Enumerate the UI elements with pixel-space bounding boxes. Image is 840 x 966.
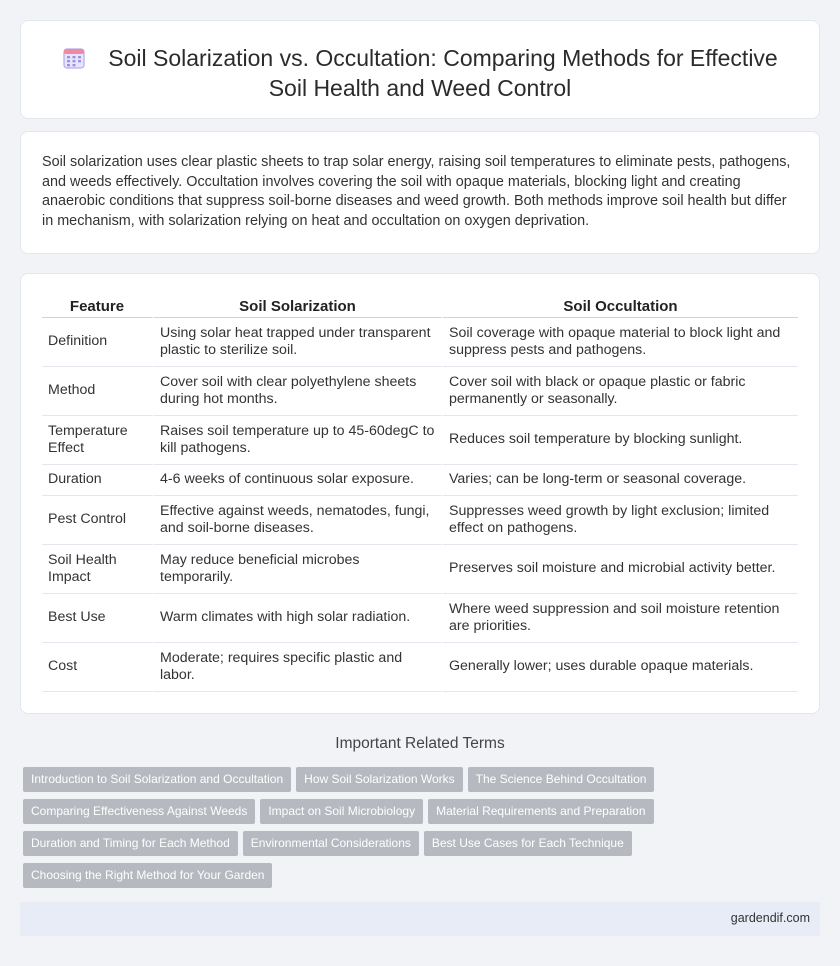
feature-cell: Pest Control xyxy=(42,496,154,545)
occultation-cell: Suppresses weed growth by light exclusion; limited effect on pathogens. xyxy=(443,496,798,545)
solarization-cell: Warm climates with high solar radiation. xyxy=(154,594,443,643)
table-row xyxy=(42,416,798,465)
footer-site-name[interactable]: gardendif.com xyxy=(730,911,810,925)
table-row xyxy=(42,318,798,367)
related-terms-heading: Important Related Terms xyxy=(335,735,505,752)
tag-row xyxy=(23,767,663,799)
related-term-tag[interactable]: How Soil Solarization Works xyxy=(296,767,463,792)
related-term-tag[interactable]: Impact on Soil Microbiology xyxy=(260,799,423,824)
feature-cell: Definition xyxy=(42,318,154,367)
header-feature: Feature xyxy=(42,296,154,318)
table-row xyxy=(42,496,798,545)
solarization-cell: Cover soil with clear polyethylene sheets during hot months. xyxy=(154,367,443,416)
tag-row xyxy=(23,863,663,895)
feature-cell: Duration xyxy=(42,465,154,496)
solarization-cell: Using solar heat trapped under transparent plastic to sterilize soil. xyxy=(154,318,443,367)
feature-cell: Best Use xyxy=(42,594,154,643)
solarization-cell: Raises soil temperature up to 45-60degC to kill pathogens. xyxy=(154,416,443,465)
occultation-cell: Generally lower; uses durable opaque materials. xyxy=(443,643,798,692)
occultation-cell: Varies; can be long-term or seasonal coverage. xyxy=(443,465,798,496)
solarization-cell: 4-6 weeks of continuous solar exposure. xyxy=(154,465,443,496)
tag-row xyxy=(23,831,663,863)
related-term-tag[interactable]: Introduction to Soil Solarization and Occultation xyxy=(23,767,291,792)
occultation-cell: Reduces soil temperature by blocking sunlight. xyxy=(443,416,798,465)
feature-cell: Soil Health Impact xyxy=(42,545,154,594)
intro-paragraph: Soil solarization uses clear plastic sheets to trap solar energy, raising soil temperatures to eliminate pests, pathogens, and weeds effectively. Occultation involves covering the soil with opaque materials, blocking light and creating anaerobic conditions that suppress soil-borne diseases and weed growth. Both methods improve soil health but differ in mechanism, with solarization relying on heat and occultation on oxygen deprivation. xyxy=(42,154,791,229)
solarization-cell: Effective against weeds, nematodes, fungi, and soil-borne diseases. xyxy=(154,496,443,545)
table-row xyxy=(42,643,798,692)
related-term-tag[interactable]: The Science Behind Occultation xyxy=(468,767,655,792)
header-soil-occultation: Soil Occultation xyxy=(443,296,798,318)
tag-row xyxy=(23,799,663,831)
related-term-tag[interactable]: Environmental Considerations xyxy=(243,831,419,856)
occultation-cell: Where weed suppression and soil moisture retention are priorities. xyxy=(443,594,798,643)
related-term-tag[interactable]: Material Requirements and Preparation xyxy=(428,799,653,824)
feature-cell: Temperature Effect xyxy=(42,416,154,465)
calendar-icon xyxy=(62,46,86,70)
solarization-cell: May reduce beneficial microbes temporarily. xyxy=(154,545,443,594)
occultation-cell: Soil coverage with opaque material to block light and suppress pests and pathogens. xyxy=(443,318,798,367)
intro-card xyxy=(20,131,820,254)
page-title-text: Soil Solarization vs. Occultation: Comparing Methods for Effective Soil Health and Weed Control xyxy=(108,45,778,101)
footer xyxy=(20,902,820,936)
table-row xyxy=(42,594,798,643)
related-term-tag[interactable]: Best Use Cases for Each Technique xyxy=(424,831,632,856)
feature-cell: Cost xyxy=(42,643,154,692)
occultation-cell: Preserves soil moisture and microbial activity better. xyxy=(443,545,798,594)
table-row xyxy=(42,465,798,496)
related-term-tag[interactable]: Choosing the Right Method for Your Garden xyxy=(23,863,272,888)
comparison-table-card xyxy=(20,273,820,714)
page-title xyxy=(41,43,799,103)
header-soil-solarization: Soil Solarization xyxy=(154,296,443,318)
occultation-cell: Cover soil with black or opaque plastic or fabric permanently or seasonally. xyxy=(443,367,798,416)
table-row xyxy=(42,367,798,416)
related-term-tag[interactable]: Duration and Timing for Each Method xyxy=(23,831,238,856)
related-term-tag[interactable]: Comparing Effectiveness Against Weeds xyxy=(23,799,255,824)
related-terms-list xyxy=(23,767,663,895)
comparison-table xyxy=(42,296,798,692)
table-row xyxy=(42,545,798,594)
solarization-cell: Moderate; requires specific plastic and labor. xyxy=(154,643,443,692)
title-card xyxy=(20,20,820,119)
table-header-row xyxy=(42,296,798,318)
feature-cell: Method xyxy=(42,367,154,416)
